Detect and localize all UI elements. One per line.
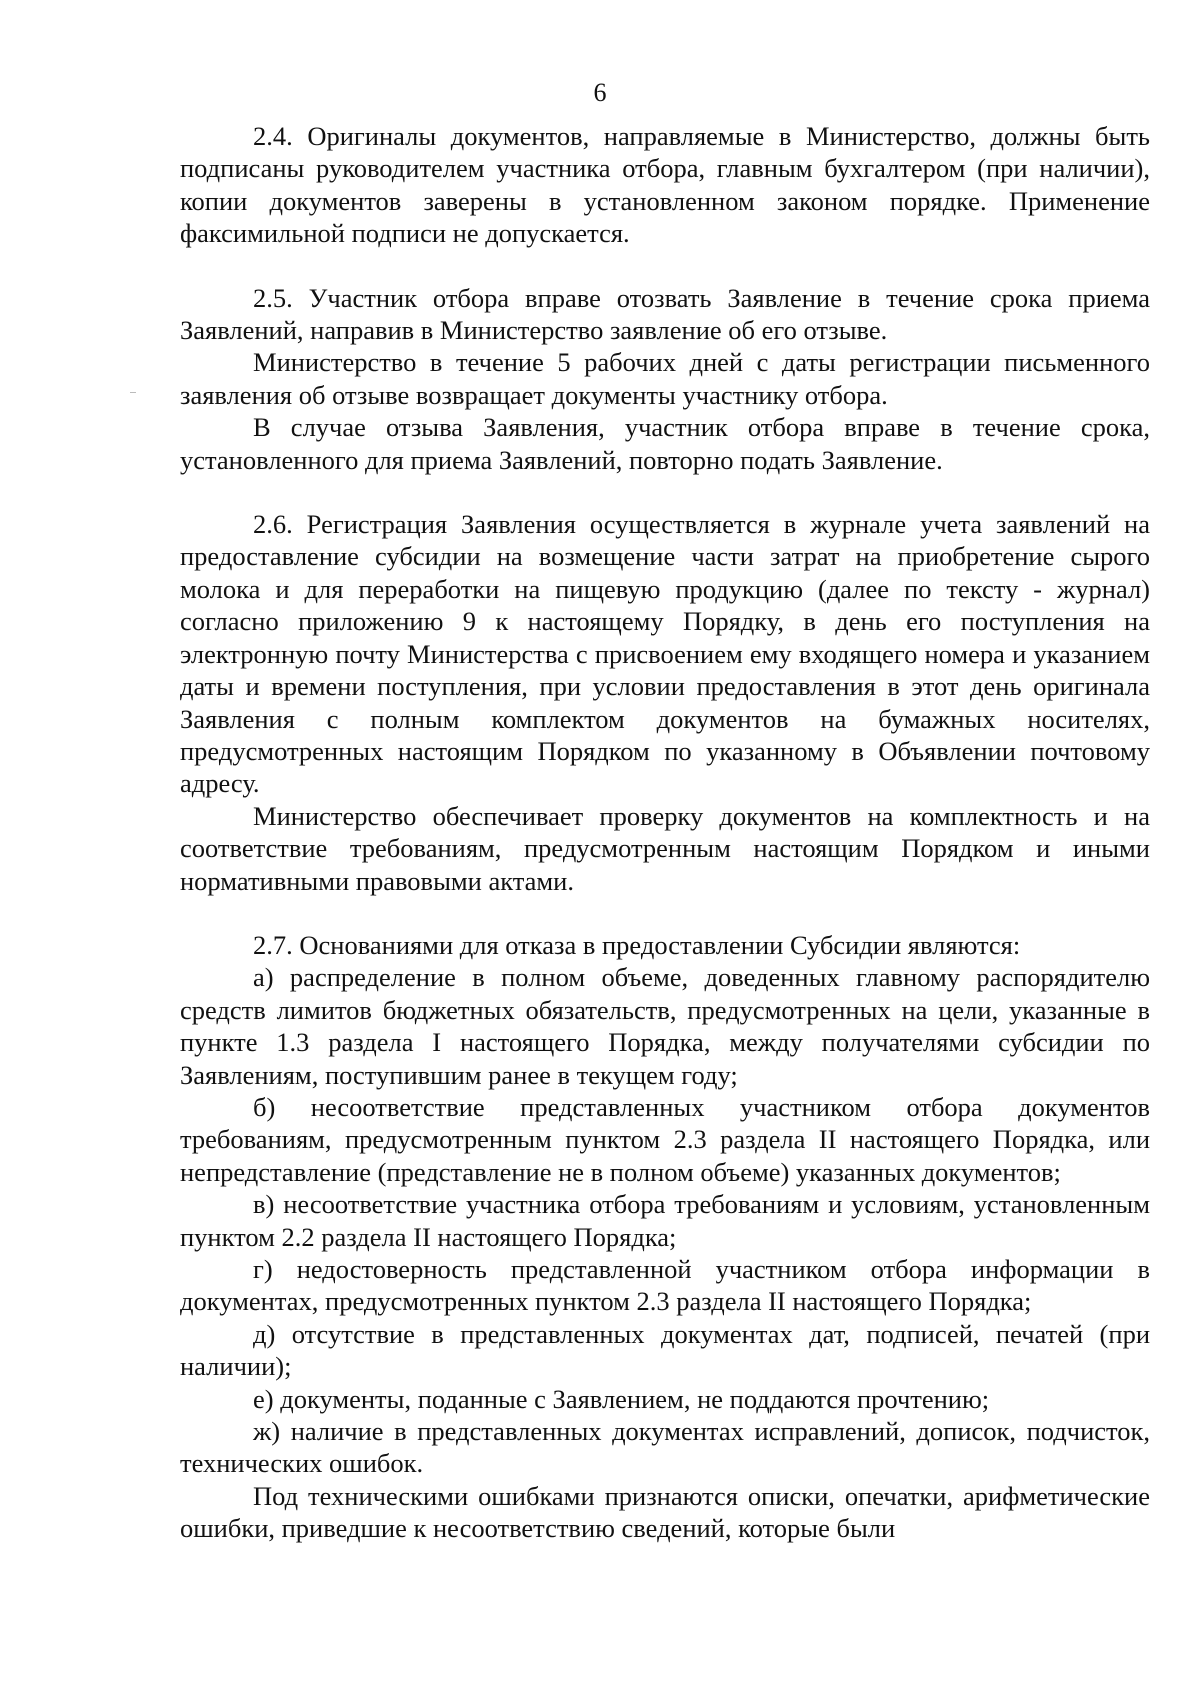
paragraph: Министерство обеспечивает проверку документов на комплектность и на соответствие требованиям, предусмотренным настоящим Порядком и иными нормативными правовыми актами. <box>180 800 1150 896</box>
paragraph-2-7: 2.7. Основаниями для отказа в предоставлении Субсидии являются: <box>253 929 1021 960</box>
scan-mark <box>130 392 136 393</box>
list-item-b: б) несоответствие представленных участником отбора документов требованиям, предусмотренным пунктом 2.3 раздела II настоящего Порядка, или непредставление (представление не в полном объеме) указанных документов; <box>180 1091 1150 1187</box>
list-item-v: в) несоответствие участника отбора требованиям и условиям, установленным пунктом 2.2 раздела II настоящего Порядка; <box>180 1189 1150 1252</box>
list-item-a: а) распределение в полном объеме, доведенных главному распорядителю средств лимитов бюджетных обязательств, предусмотренных на цели, указанные в пункте 1.3 раздела I настоящего Порядка, между получателями субсидии по Заявлениям, поступившим ранее в текущем году; <box>180 962 1150 1090</box>
page-number: 6 <box>593 78 607 107</box>
list-item-e: е) документы, поданные с Заявлением, не поддаются прочтению; <box>253 1383 990 1414</box>
paragraph: В случае отзыва Заявления, участник отбора вправе в течение срока, установленного для приема Заявлений, повторно подать Заявление. <box>180 412 1150 475</box>
paragraph: Министерство в течение 5 рабочих дней с даты регистрации письменного заявления об отзыве возвращает документы участнику отбора. <box>180 347 1150 410</box>
document-body <box>180 120 1150 1545</box>
paragraph-2-6: 2.6. Регистрация Заявления осуществляется в журнале учета заявлений на предоставление субсидии на возмещение части затрат на приобретение сырого молока и для переработки на пищевую продукцию (далее по тексту - журнал) согласно приложению 9 к настоящему Порядку, в день его поступления на электронную почту Министерства с присвоением ему входящего номера и указанием даты и времени поступления, при условии предоставления в этот день оригинала Заявления с полным комплектом документов на бумажных носителях, предусмотренных настоящим Порядком по указанному в Объявлении почтовому адресу. <box>180 509 1150 799</box>
paragraph-2-4: 2.4. Оригиналы документов, направляемые в Министерство, должны быть подписаны руководителем участника отбора, главным бухгалтером (при наличии), копии документов заверены в установленном законом порядке. Применение факсимильной подписи не допускается. <box>180 121 1150 249</box>
list-item-d: д) отсутствие в представленных документах дат, подписей, печатей (при наличии); <box>180 1318 1150 1382</box>
paragraph-2-5: 2.5. Участник отбора вправе отозвать Заявление в течение срока приема Заявлений, направив в Министерство заявление об его отзыве. <box>180 282 1150 346</box>
paragraph: Под техническими ошибками признаются описки, опечатки, арифметические ошибки, приведшие к несоответствию сведений, которые были <box>180 1480 1150 1544</box>
list-item-g: г) недостоверность представленной участником отбора информации в документах, предусмотренных пунктом 2.3 раздела II настоящего Порядка; <box>180 1254 1150 1317</box>
list-item-zh: ж) наличие в представленных документах исправлений, дописок, подчисток, технических ошибок. <box>180 1416 1150 1479</box>
